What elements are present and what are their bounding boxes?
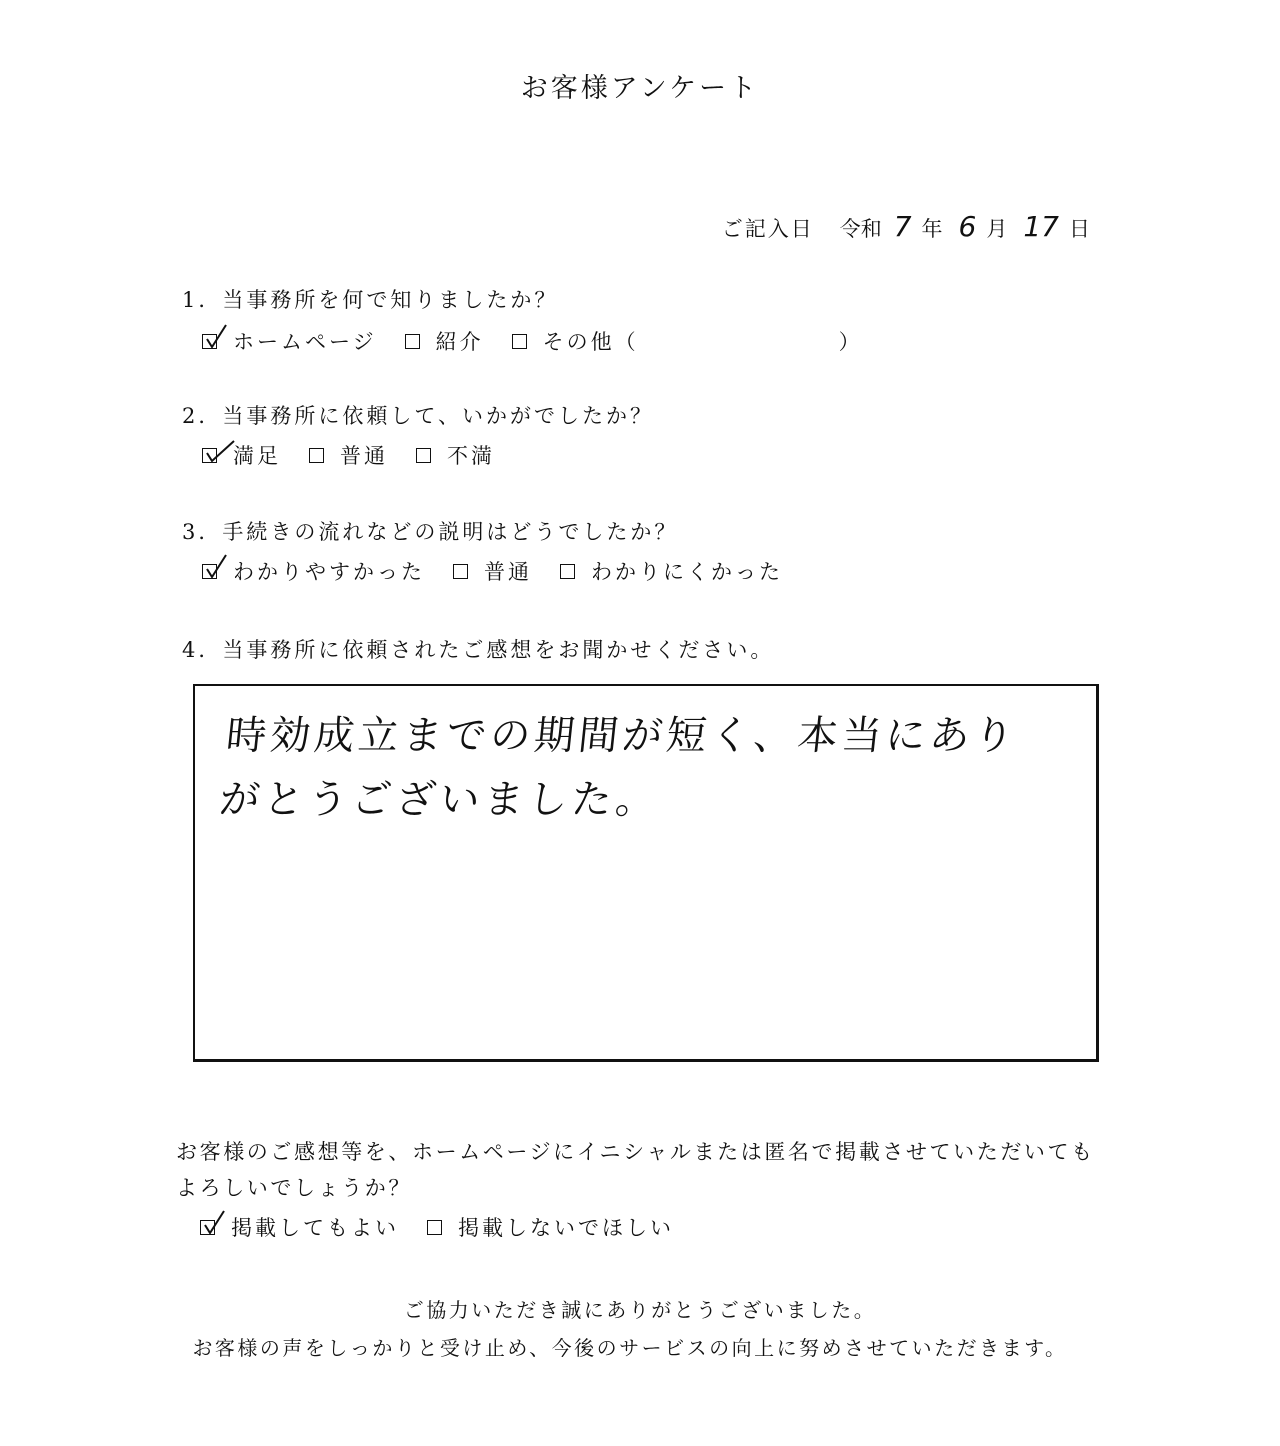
option-label: ホームページ (233, 330, 377, 354)
question-2: 2．当事務所に依頼して、いかがでしたか？ (182, 404, 654, 428)
question-3-options (202, 556, 811, 586)
option-label: 普通 (484, 560, 532, 584)
checkbox[interactable] (309, 448, 324, 463)
thanks-line-2: お客様の声をしっかりと受け止め、今後のサービスの向上に努めさせていただきます。 (192, 1336, 1068, 1360)
option-label: 不満 (447, 444, 495, 468)
checkmark-icon (204, 437, 230, 465)
option-label: その他（ (542, 330, 639, 354)
date-row (722, 210, 1094, 243)
option-label: 掲載してもよい (231, 1216, 399, 1240)
q1-option-referral[interactable] (405, 326, 484, 356)
date-day-value[interactable]: 17 (1023, 210, 1059, 243)
option-label: 満足 (233, 444, 281, 468)
q2-option-satisfied[interactable] (202, 440, 281, 470)
date-year-value[interactable]: 7 (893, 210, 912, 243)
q3-option-normal[interactable] (453, 556, 532, 586)
q3-option-easy[interactable] (202, 556, 425, 586)
handwritten-answer: 時効成立までの期間が短く、本当にありがとうございました。 (217, 713, 1020, 823)
date-label: ご記入日 (721, 217, 814, 241)
publication-options (200, 1212, 702, 1242)
date-era: 令和 (839, 217, 882, 241)
q1-option-other[interactable] (512, 326, 863, 356)
q1-option-homepage[interactable] (202, 326, 377, 356)
question-4: 4．当事務所に依頼されたご感想をお聞かせください。 (182, 638, 775, 662)
checkbox[interactable] (416, 448, 431, 463)
checkbox[interactable] (512, 334, 527, 349)
option-label: わかりやすかった (233, 560, 425, 584)
checkbox[interactable] (202, 564, 217, 579)
publication-question: お客様のご感想等を、ホームページにイニシャルまたは匿名で掲載させていただいてもよろしいでしょうか？ (176, 1140, 1095, 1200)
q2-option-normal[interactable] (309, 440, 388, 470)
answer-textbox[interactable] (193, 684, 1099, 1062)
date-day-unit: 日 (1069, 217, 1090, 241)
date-month-value[interactable]: 6 (958, 210, 977, 243)
checkbox[interactable] (453, 564, 468, 579)
checkbox[interactable] (427, 1220, 442, 1235)
option-label: 紹介 (435, 330, 484, 354)
question-3: 3．手続きの流れなどの説明はどうでしたか？ (182, 520, 679, 544)
date-year-unit: 年 (921, 217, 943, 241)
q3-option-hard[interactable] (560, 556, 783, 586)
other-paren-close: ） (838, 330, 863, 354)
publication-option-allow[interactable] (200, 1212, 399, 1242)
option-label: わかりにくかった (591, 560, 783, 584)
checkmark-icon (204, 323, 230, 351)
checkbox[interactable] (560, 564, 575, 579)
thanks-line-1: ご協力いただき誠にありがとうございました。 (403, 1298, 877, 1322)
option-label: 掲載しないでほしい (458, 1216, 674, 1240)
q2-option-dissatisfied[interactable] (416, 440, 495, 470)
option-label: 普通 (340, 444, 388, 468)
question-1: 1．当事務所を何で知りましたか？ (182, 288, 559, 312)
question-1-options (202, 326, 891, 356)
survey-title: お客様アンケート (520, 73, 760, 104)
publication-option-deny[interactable] (427, 1212, 674, 1242)
checkmark-icon (204, 553, 230, 581)
checkbox[interactable] (405, 334, 420, 349)
date-month-unit: 月 (986, 217, 1008, 241)
checkbox[interactable] (200, 1220, 215, 1235)
checkbox[interactable] (202, 448, 217, 463)
question-2-options (202, 440, 523, 470)
checkmark-icon (202, 1209, 228, 1237)
checkbox[interactable] (202, 334, 217, 349)
